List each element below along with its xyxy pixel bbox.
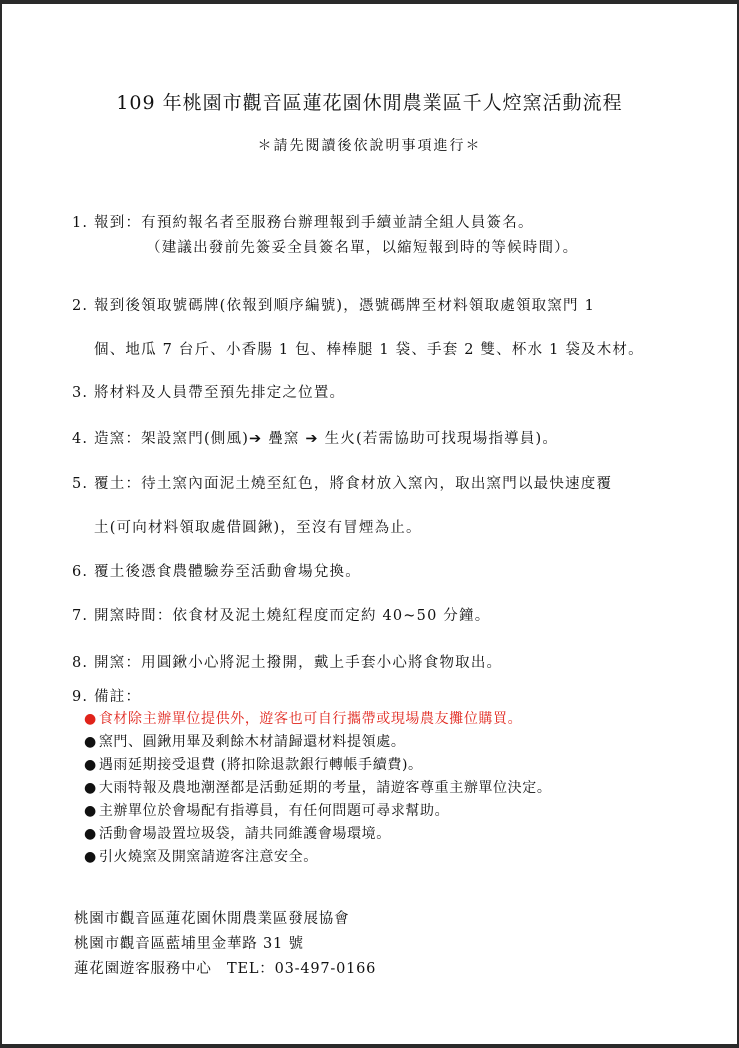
remark-text: 遇雨延期接受退費 (將扣除退款銀行轉帳手續費)。 bbox=[98, 757, 423, 773]
remark-text: 大雨特報及農地潮溼都是活動延期的考量，請遊客尊重主辦單位決定。 bbox=[98, 780, 552, 796]
remark-item-7 bbox=[84, 846, 318, 866]
bullet-icon: ● bbox=[84, 757, 97, 773]
footer-contact: 蓮花園遊客服務中心 TEL：03-497-0166 bbox=[74, 961, 377, 977]
step-8: 8. 開窯：用圓鍬小心將泥土撥開，戴上手套小心將食物取出。 bbox=[72, 655, 503, 671]
step-5-line-1: 5. 覆土：待土窯內面泥土燒至紅色，將食材放入窯內，取出窯門以最快速度覆 bbox=[72, 476, 613, 492]
step-3: 3. 將材料及人員帶至預先排定之位置。 bbox=[72, 385, 346, 401]
step-2-line-1: 2. 報到後領取號碼牌(依報到順序編號)，憑號碼牌至材料領取處領取窯門 1 bbox=[72, 298, 595, 314]
bullet-icon: ● bbox=[84, 803, 97, 819]
step-7: 7. 開窯時間：依食材及泥土燒紅程度而定約 40~50 分鐘。 bbox=[72, 608, 491, 624]
remark-item-6 bbox=[84, 823, 391, 843]
step-4: 4. 造窯：架設窯門(側風)➔ 疊窯 ➔ 生火(若需協助可找現場指導員)。 bbox=[72, 431, 559, 447]
document-subtitle: ＊請先閱讀後依說明事項進行＊ bbox=[257, 138, 482, 154]
bullet-icon: ● bbox=[84, 734, 97, 750]
bullet-icon: ● bbox=[84, 711, 97, 727]
footer-address: 桃園市觀音區藍埔里金華路 31 號 bbox=[74, 936, 304, 952]
step-6: 6. 覆土後憑食農體驗券至活動會場兌換。 bbox=[72, 564, 361, 580]
remark-item-3 bbox=[84, 754, 423, 774]
remark-text: 窯門、圓鍬用畢及剩餘木材請歸還材料提領處。 bbox=[98, 734, 406, 750]
remark-item-1 bbox=[84, 708, 522, 728]
step-9-remarks-heading: 9. 備註： bbox=[72, 689, 142, 705]
step-1-line-2: （建議出發前先簽妥全員簽名單，以縮短報到時的等候時間）。 bbox=[146, 240, 579, 256]
remark-text: 食材除主辦單位提供外，遊客也可自行攜帶或現場農友攤位購買。 bbox=[98, 711, 523, 727]
bullet-icon: ● bbox=[84, 826, 97, 842]
step-5-line-2: 土(可向材料領取處借圓鍬)，至沒有冒煙為止。 bbox=[94, 520, 422, 536]
remark-text: 主辦單位於會場配有指導員，有任何問題可尋求幫助。 bbox=[98, 803, 450, 819]
remark-text: 活動會場設置垃圾袋，請共同維護會場環境。 bbox=[98, 826, 391, 842]
bullet-icon: ● bbox=[84, 780, 97, 796]
bullet-icon: ● bbox=[84, 849, 97, 865]
remark-item-4 bbox=[84, 777, 551, 797]
footer-organization: 桃園市觀音區蓮花園休閒農業區發展協會 bbox=[74, 911, 350, 927]
remark-item-5 bbox=[84, 800, 449, 820]
document-title: 109 年桃園市觀音區蓮花園休閒農業區千人焢窯活動流程 bbox=[116, 92, 623, 114]
remark-text: 引火燒窯及開窯請遊客注意安全。 bbox=[98, 849, 318, 865]
step-1-line-1: 1. 報到：有預約報名者至服務台辦理報到手續並請全組人員簽名。 bbox=[72, 215, 534, 231]
document-page bbox=[2, 4, 737, 1044]
step-2-line-2: 個、地瓜 7 台斤、小香腸 1 包、棒棒腿 1 袋、手套 2 雙、杯水 1 袋及木材。 bbox=[94, 342, 644, 358]
remark-item-2 bbox=[84, 731, 405, 751]
